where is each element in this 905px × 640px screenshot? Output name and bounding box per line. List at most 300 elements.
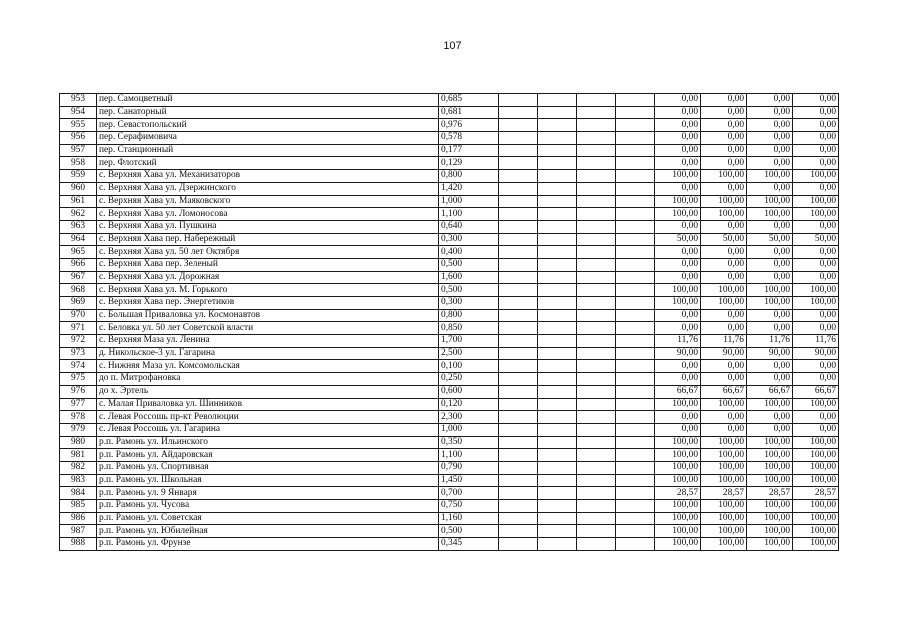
percent-value-cell: 100,00 xyxy=(747,208,793,221)
empty-cell xyxy=(616,309,655,322)
row-number-cell: 955 xyxy=(60,119,97,132)
row-number-cell: 986 xyxy=(60,512,97,525)
street-name-cell: с. Нижняя Маза ул. Комсомольская xyxy=(97,360,439,373)
percent-value-cell: 100,00 xyxy=(655,195,701,208)
table-row xyxy=(60,195,839,208)
empty-cell xyxy=(499,246,538,259)
empty-cell xyxy=(538,525,577,538)
percent-value-cell: 0,00 xyxy=(655,157,701,170)
empty-cell xyxy=(577,322,616,335)
empty-cell xyxy=(577,538,616,551)
empty-cell xyxy=(499,461,538,474)
percent-value-cell: 0,00 xyxy=(793,157,839,170)
empty-cell xyxy=(538,208,577,221)
empty-cell xyxy=(538,398,577,411)
percent-value-cell: 100,00 xyxy=(701,195,747,208)
street-name-cell: с. Верхняя Хава ул. 50 лет Октября xyxy=(97,246,439,259)
percent-value-cell: 100,00 xyxy=(793,436,839,449)
table-row xyxy=(60,347,839,360)
length-cell: 0,100 xyxy=(439,360,499,373)
empty-cell xyxy=(538,411,577,424)
length-cell: 1,100 xyxy=(439,449,499,462)
table-row xyxy=(60,322,839,335)
percent-value-cell: 0,00 xyxy=(793,271,839,284)
length-cell: 0,250 xyxy=(439,373,499,386)
percent-value-cell: 100,00 xyxy=(793,474,839,487)
percent-value-cell: 0,00 xyxy=(793,246,839,259)
empty-cell xyxy=(538,132,577,145)
percent-value-cell: 0,00 xyxy=(793,106,839,119)
empty-cell xyxy=(538,461,577,474)
street-name-cell: пер. Флотский xyxy=(97,157,439,170)
empty-cell xyxy=(616,347,655,360)
empty-cell xyxy=(538,500,577,513)
empty-cell xyxy=(616,271,655,284)
percent-value-cell: 0,00 xyxy=(655,258,701,271)
table-row xyxy=(60,461,839,474)
empty-cell xyxy=(499,132,538,145)
percent-value-cell: 28,57 xyxy=(701,487,747,500)
row-number-cell: 956 xyxy=(60,132,97,145)
percent-value-cell: 0,00 xyxy=(655,309,701,322)
empty-cell xyxy=(577,385,616,398)
empty-cell xyxy=(577,423,616,436)
length-cell: 0,578 xyxy=(439,132,499,145)
percent-value-cell: 0,00 xyxy=(701,119,747,132)
street-name-cell: с. Верхняя Хава ул. М. Горького xyxy=(97,284,439,297)
row-number-cell: 954 xyxy=(60,106,97,119)
empty-cell xyxy=(577,182,616,195)
row-number-cell: 961 xyxy=(60,195,97,208)
empty-cell xyxy=(538,373,577,386)
table-row xyxy=(60,411,839,424)
row-number-cell: 976 xyxy=(60,385,97,398)
row-number-cell: 979 xyxy=(60,423,97,436)
length-cell: 1,000 xyxy=(439,195,499,208)
length-cell: 0,800 xyxy=(439,309,499,322)
percent-value-cell: 0,00 xyxy=(701,423,747,436)
roads-table xyxy=(59,93,839,551)
table-row xyxy=(60,258,839,271)
percent-value-cell: 100,00 xyxy=(701,297,747,310)
street-name-cell: пер. Серафимовича xyxy=(97,132,439,145)
percent-value-cell: 100,00 xyxy=(701,398,747,411)
street-name-cell: с. Малая Приваловка ул. Шинников xyxy=(97,398,439,411)
empty-cell xyxy=(577,436,616,449)
percent-value-cell: 0,00 xyxy=(793,132,839,145)
row-number-cell: 973 xyxy=(60,347,97,360)
empty-cell xyxy=(499,157,538,170)
empty-cell xyxy=(616,449,655,462)
percent-value-cell: 0,00 xyxy=(747,220,793,233)
percent-value-cell: 0,00 xyxy=(701,322,747,335)
empty-cell xyxy=(538,170,577,183)
percent-value-cell: 100,00 xyxy=(793,461,839,474)
percent-value-cell: 100,00 xyxy=(655,297,701,310)
percent-value-cell: 0,00 xyxy=(747,360,793,373)
length-cell: 0,120 xyxy=(439,398,499,411)
empty-cell xyxy=(577,309,616,322)
table-row xyxy=(60,106,839,119)
percent-value-cell: 0,00 xyxy=(747,119,793,132)
empty-cell xyxy=(616,436,655,449)
length-cell: 0,700 xyxy=(439,487,499,500)
table-row xyxy=(60,233,839,246)
percent-value-cell: 50,00 xyxy=(655,233,701,246)
street-name-cell: с. Левая Россошь пр-кт Революции xyxy=(97,411,439,424)
percent-value-cell: 100,00 xyxy=(747,284,793,297)
table-row xyxy=(60,157,839,170)
empty-cell xyxy=(616,220,655,233)
percent-value-cell: 0,00 xyxy=(701,132,747,145)
percent-value-cell: 100,00 xyxy=(655,512,701,525)
empty-cell xyxy=(538,106,577,119)
empty-cell xyxy=(538,182,577,195)
street-name-cell: с. Верхняя Хава ул. Маяковского xyxy=(97,195,439,208)
empty-cell xyxy=(577,512,616,525)
table-row xyxy=(60,132,839,145)
percent-value-cell: 100,00 xyxy=(793,195,839,208)
percent-value-cell: 28,57 xyxy=(793,487,839,500)
length-cell: 0,685 xyxy=(439,94,499,107)
percent-value-cell: 0,00 xyxy=(793,360,839,373)
percent-value-cell: 100,00 xyxy=(793,525,839,538)
table-row xyxy=(60,423,839,436)
empty-cell xyxy=(616,461,655,474)
empty-cell xyxy=(577,144,616,157)
length-cell: 1,000 xyxy=(439,423,499,436)
empty-cell xyxy=(577,106,616,119)
row-number-cell: 959 xyxy=(60,170,97,183)
empty-cell xyxy=(577,347,616,360)
table-row xyxy=(60,385,839,398)
street-name-cell: пер. Станционный xyxy=(97,144,439,157)
row-number-cell: 965 xyxy=(60,246,97,259)
percent-value-cell: 0,00 xyxy=(747,309,793,322)
empty-cell xyxy=(577,398,616,411)
empty-cell xyxy=(577,411,616,424)
percent-value-cell: 0,00 xyxy=(655,182,701,195)
empty-cell xyxy=(616,512,655,525)
percent-value-cell: 0,00 xyxy=(701,271,747,284)
empty-cell xyxy=(538,335,577,348)
percent-value-cell: 100,00 xyxy=(747,297,793,310)
row-number-cell: 971 xyxy=(60,322,97,335)
empty-cell xyxy=(499,170,538,183)
empty-cell xyxy=(616,246,655,259)
empty-cell xyxy=(499,119,538,132)
empty-cell xyxy=(616,487,655,500)
table-row xyxy=(60,525,839,538)
street-name-cell: до п. Митрофановка xyxy=(97,373,439,386)
percent-value-cell: 66,67 xyxy=(701,385,747,398)
empty-cell xyxy=(577,258,616,271)
percent-value-cell: 100,00 xyxy=(701,208,747,221)
length-cell: 0,790 xyxy=(439,461,499,474)
length-cell: 0,129 xyxy=(439,157,499,170)
percent-value-cell: 0,00 xyxy=(747,106,793,119)
length-cell: 0,400 xyxy=(439,246,499,259)
empty-cell xyxy=(538,246,577,259)
empty-cell xyxy=(499,538,538,551)
empty-cell xyxy=(538,157,577,170)
street-name-cell: р.п. Рамонь ул. Чусова xyxy=(97,500,439,513)
percent-value-cell: 0,00 xyxy=(655,271,701,284)
empty-cell xyxy=(499,220,538,233)
empty-cell xyxy=(499,411,538,424)
empty-cell xyxy=(577,220,616,233)
street-name-cell: р.п. Рамонь ул. Школьная xyxy=(97,474,439,487)
length-cell: 1,700 xyxy=(439,335,499,348)
table-row xyxy=(60,94,839,107)
empty-cell xyxy=(499,512,538,525)
empty-cell xyxy=(616,398,655,411)
table-row xyxy=(60,309,839,322)
percent-value-cell: 100,00 xyxy=(655,170,701,183)
street-name-cell: р.п. Рамонь ул. Ильинского xyxy=(97,436,439,449)
street-name-cell: с. Левая Россошь ул. Гагарина xyxy=(97,423,439,436)
percent-value-cell: 0,00 xyxy=(655,144,701,157)
percent-value-cell: 0,00 xyxy=(701,220,747,233)
percent-value-cell: 100,00 xyxy=(655,398,701,411)
empty-cell xyxy=(538,309,577,322)
empty-cell xyxy=(616,423,655,436)
length-cell: 0,640 xyxy=(439,220,499,233)
street-name-cell: пер. Самоцветный xyxy=(97,94,439,107)
percent-value-cell: 0,00 xyxy=(747,157,793,170)
percent-value-cell: 0,00 xyxy=(701,360,747,373)
row-number-cell: 968 xyxy=(60,284,97,297)
empty-cell xyxy=(499,347,538,360)
street-name-cell: с. Верхняя Хава ул. Пушкина xyxy=(97,220,439,233)
empty-cell xyxy=(538,271,577,284)
empty-cell xyxy=(538,538,577,551)
percent-value-cell: 0,00 xyxy=(793,373,839,386)
empty-cell xyxy=(499,449,538,462)
percent-value-cell: 50,00 xyxy=(747,233,793,246)
row-number-cell: 963 xyxy=(60,220,97,233)
empty-cell xyxy=(499,309,538,322)
percent-value-cell: 11,76 xyxy=(793,335,839,348)
empty-cell xyxy=(577,474,616,487)
length-cell: 0,300 xyxy=(439,297,499,310)
empty-cell xyxy=(538,512,577,525)
percent-value-cell: 100,00 xyxy=(747,449,793,462)
empty-cell xyxy=(499,284,538,297)
street-name-cell: с. Верхняя Маза ул. Ленина xyxy=(97,335,439,348)
percent-value-cell: 100,00 xyxy=(701,449,747,462)
table-row xyxy=(60,373,839,386)
empty-cell xyxy=(616,335,655,348)
length-cell: 0,500 xyxy=(439,284,499,297)
empty-cell xyxy=(577,449,616,462)
percent-value-cell: 100,00 xyxy=(747,461,793,474)
percent-value-cell: 0,00 xyxy=(747,258,793,271)
empty-cell xyxy=(616,538,655,551)
empty-cell xyxy=(499,94,538,107)
empty-cell xyxy=(577,132,616,145)
empty-cell xyxy=(538,144,577,157)
empty-cell xyxy=(577,271,616,284)
length-cell: 1,420 xyxy=(439,182,499,195)
table-row xyxy=(60,538,839,551)
empty-cell xyxy=(577,487,616,500)
empty-cell xyxy=(616,474,655,487)
row-number-cell: 988 xyxy=(60,538,97,551)
percent-value-cell: 100,00 xyxy=(701,284,747,297)
empty-cell xyxy=(499,385,538,398)
percent-value-cell: 0,00 xyxy=(747,271,793,284)
length-cell: 0,750 xyxy=(439,500,499,513)
percent-value-cell: 0,00 xyxy=(747,144,793,157)
percent-value-cell: 0,00 xyxy=(655,246,701,259)
empty-cell xyxy=(538,297,577,310)
percent-value-cell: 0,00 xyxy=(793,322,839,335)
percent-value-cell: 0,00 xyxy=(655,132,701,145)
length-cell: 0,850 xyxy=(439,322,499,335)
percent-value-cell: 100,00 xyxy=(701,436,747,449)
empty-cell xyxy=(499,373,538,386)
empty-cell xyxy=(616,157,655,170)
street-name-cell: с. Верхняя Хава ул. Дзержинского xyxy=(97,182,439,195)
empty-cell xyxy=(577,246,616,259)
percent-value-cell: 0,00 xyxy=(655,360,701,373)
table-row xyxy=(60,271,839,284)
percent-value-cell: 100,00 xyxy=(747,538,793,551)
percent-value-cell: 0,00 xyxy=(747,182,793,195)
percent-value-cell: 100,00 xyxy=(655,538,701,551)
length-cell: 0,345 xyxy=(439,538,499,551)
table-row xyxy=(60,119,839,132)
empty-cell xyxy=(538,347,577,360)
empty-cell xyxy=(577,297,616,310)
empty-cell xyxy=(538,220,577,233)
percent-value-cell: 100,00 xyxy=(747,436,793,449)
empty-cell xyxy=(616,144,655,157)
length-cell: 2,300 xyxy=(439,411,499,424)
empty-cell xyxy=(616,322,655,335)
street-name-cell: д. Никольское-3 ул. Гагарина xyxy=(97,347,439,360)
percent-value-cell: 100,00 xyxy=(793,398,839,411)
percent-value-cell: 0,00 xyxy=(701,94,747,107)
empty-cell xyxy=(577,119,616,132)
percent-value-cell: 0,00 xyxy=(747,94,793,107)
percent-value-cell: 0,00 xyxy=(793,94,839,107)
percent-value-cell: 11,76 xyxy=(701,335,747,348)
row-number-cell: 969 xyxy=(60,297,97,310)
empty-cell xyxy=(616,284,655,297)
empty-cell xyxy=(538,322,577,335)
empty-cell xyxy=(499,322,538,335)
percent-value-cell: 100,00 xyxy=(793,284,839,297)
length-cell: 0,500 xyxy=(439,258,499,271)
table-row xyxy=(60,220,839,233)
percent-value-cell: 0,00 xyxy=(793,119,839,132)
percent-value-cell: 100,00 xyxy=(747,474,793,487)
empty-cell xyxy=(538,119,577,132)
row-number-cell: 983 xyxy=(60,474,97,487)
percent-value-cell: 0,00 xyxy=(655,373,701,386)
empty-cell xyxy=(499,500,538,513)
street-name-cell: р.п. Рамонь ул. Юбилейная xyxy=(97,525,439,538)
percent-value-cell: 0,00 xyxy=(701,246,747,259)
length-cell: 1,160 xyxy=(439,512,499,525)
percent-value-cell: 66,67 xyxy=(793,385,839,398)
empty-cell xyxy=(499,297,538,310)
percent-value-cell: 100,00 xyxy=(793,208,839,221)
empty-cell xyxy=(616,94,655,107)
empty-cell xyxy=(538,94,577,107)
length-cell: 0,600 xyxy=(439,385,499,398)
percent-value-cell: 0,00 xyxy=(701,157,747,170)
percent-value-cell: 100,00 xyxy=(793,512,839,525)
row-number-cell: 985 xyxy=(60,500,97,513)
percent-value-cell: 100,00 xyxy=(747,398,793,411)
empty-cell xyxy=(499,144,538,157)
empty-cell xyxy=(577,525,616,538)
empty-cell xyxy=(499,195,538,208)
percent-value-cell: 100,00 xyxy=(701,170,747,183)
row-number-cell: 958 xyxy=(60,157,97,170)
empty-cell xyxy=(499,474,538,487)
percent-value-cell: 66,67 xyxy=(747,385,793,398)
street-name-cell: с. Верхняя Хава пер. Зеленый xyxy=(97,258,439,271)
percent-value-cell: 0,00 xyxy=(701,182,747,195)
empty-cell xyxy=(577,195,616,208)
percent-value-cell: 0,00 xyxy=(793,423,839,436)
table-row xyxy=(60,182,839,195)
empty-cell xyxy=(616,208,655,221)
percent-value-cell: 100,00 xyxy=(701,500,747,513)
empty-cell xyxy=(538,233,577,246)
row-number-cell: 977 xyxy=(60,398,97,411)
street-name-cell: с. Большая Приваловка ул. Космонавтов xyxy=(97,309,439,322)
percent-value-cell: 0,00 xyxy=(655,106,701,119)
percent-value-cell: 28,57 xyxy=(655,487,701,500)
percent-value-cell: 100,00 xyxy=(793,297,839,310)
empty-cell xyxy=(577,373,616,386)
percent-value-cell: 0,00 xyxy=(655,411,701,424)
empty-cell xyxy=(538,385,577,398)
percent-value-cell: 100,00 xyxy=(793,170,839,183)
table-row xyxy=(60,170,839,183)
percent-value-cell: 0,00 xyxy=(701,106,747,119)
percent-value-cell: 0,00 xyxy=(655,220,701,233)
percent-value-cell: 100,00 xyxy=(655,474,701,487)
empty-cell xyxy=(616,385,655,398)
table-row xyxy=(60,144,839,157)
percent-value-cell: 100,00 xyxy=(655,284,701,297)
percent-value-cell: 90,00 xyxy=(747,347,793,360)
empty-cell xyxy=(538,436,577,449)
street-name-cell: р.п. Рамонь ул. Советская xyxy=(97,512,439,525)
table-body xyxy=(60,94,839,551)
empty-cell xyxy=(577,157,616,170)
percent-value-cell: 11,76 xyxy=(655,335,701,348)
street-name-cell: с. Верхняя Хава ул. Ломоносова xyxy=(97,208,439,221)
percent-value-cell: 0,00 xyxy=(655,94,701,107)
empty-cell xyxy=(616,373,655,386)
row-number-cell: 972 xyxy=(60,335,97,348)
row-number-cell: 970 xyxy=(60,309,97,322)
empty-cell xyxy=(499,423,538,436)
percent-value-cell: 100,00 xyxy=(701,461,747,474)
empty-cell xyxy=(577,461,616,474)
empty-cell xyxy=(616,170,655,183)
empty-cell xyxy=(616,500,655,513)
percent-value-cell: 0,00 xyxy=(655,423,701,436)
row-number-cell: 957 xyxy=(60,144,97,157)
